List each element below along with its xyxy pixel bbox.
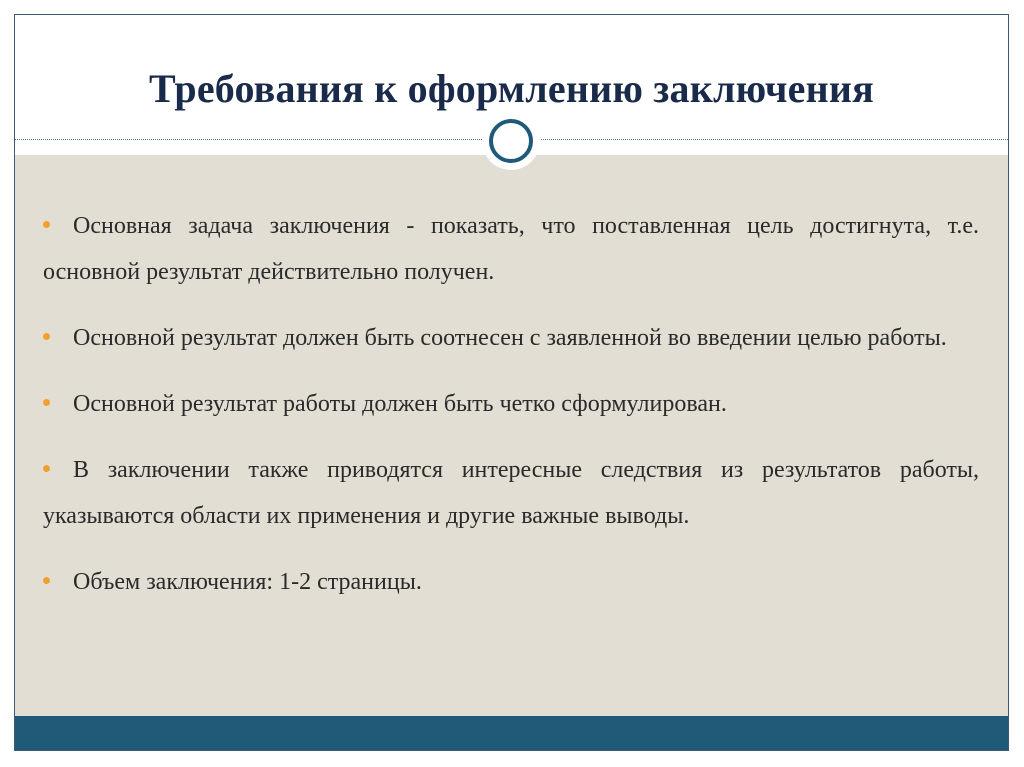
ring-icon (489, 119, 533, 163)
bullet-item (43, 559, 979, 605)
bullet-dot-icon (43, 333, 50, 340)
slide-title: Требования к оформлению заключения (149, 66, 874, 111)
bullet-text: Основной результат работы должен быть четко сформулирован. (73, 391, 727, 417)
bullet-item (43, 315, 979, 361)
slide (14, 14, 1009, 751)
bullet-item (43, 203, 979, 295)
bullet-list (43, 203, 979, 625)
bullet-dot-icon (43, 465, 50, 472)
footer-bar (15, 716, 1008, 750)
bullet-text: Объем заключения: 1-2 страницы. (73, 569, 422, 595)
bullet-dot-icon (43, 577, 50, 584)
bullet-dot-icon (43, 221, 50, 228)
bullet-text: Основной результат должен быть соотнесен с заявленной во введении целью работы. (73, 325, 947, 351)
bullet-text: Основная задача заключения - показать, что поставленная цель достигнута, т.е. основной результат действительно получен. (43, 213, 979, 285)
bullet-dot-icon (43, 399, 50, 406)
bullet-item (43, 447, 979, 539)
bullet-text: В заключении также приводятся интересные следствия из результатов работы, указываются области их применения и другие важные выводы. (43, 457, 979, 529)
bullet-item (43, 381, 979, 427)
